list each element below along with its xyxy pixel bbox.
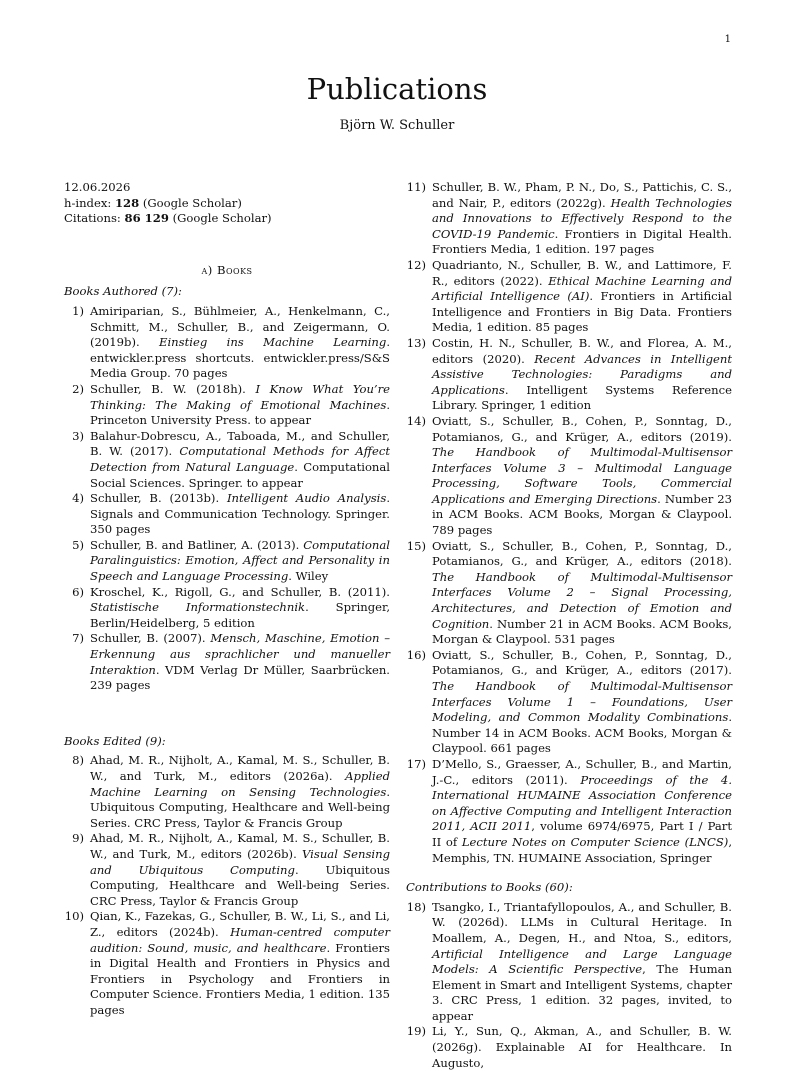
author-name: Björn W. Schuller — [339, 118, 455, 133]
entry-details: . Number 14 in ACM Books. ACM Books, Morgan & Claypool. 661 pages — [432, 710, 732, 756]
entry-details: . Springer, Berlin/Heidelberg, 5 edition — [90, 600, 390, 630]
entry-number: 11) — [406, 180, 426, 194]
entry-number: 1) — [72, 303, 84, 318]
entry-text — [432, 757, 732, 866]
publication-entry — [406, 757, 732, 866]
entry-title: Visual Sensing and Ubiquitous Computing — [90, 846, 390, 877]
entry-authors: Ahad, M. R., Nijholt, A., Kamal, M. S., Schuller, B. W., and Turk, M., editors (2026a). — [90, 753, 390, 783]
entry-authors: D’Mello, S., Graesser, A., Schuller, B., and Martin, J.-C., editors (2011). — [432, 756, 732, 787]
publication-entry — [64, 429, 390, 491]
publication-entry — [64, 304, 390, 382]
entry-details: . Intelligent Systems Reference Library. Springer, 1 edition — [432, 382, 732, 413]
publication-entry — [406, 1024, 732, 1071]
entry-number: 19) — [406, 1024, 426, 1039]
publication-entry — [406, 900, 732, 1025]
entry-title: Human-centred computer audition: Sound, music, and healthcare — [90, 924, 391, 955]
publication-entry — [64, 382, 390, 429]
entry-title: Proceedings of the 4. International HUMAINE Association Conference on Affective Computing and Intelligent Interaction 2011, ACII 2011 — [432, 772, 732, 834]
entry-details: . entwickler.press shortcuts. entwickler.press/S&S Media Group. 70 pages — [90, 335, 390, 381]
subheading-contributions: Contributions to Books (60): — [406, 880, 573, 895]
entry-text — [90, 538, 390, 585]
entry-number: 5) — [72, 537, 84, 552]
entry-authors: Schuller, B. W. (2018h). — [90, 381, 256, 396]
entry-text — [432, 414, 732, 539]
entry-number: 7) — [72, 631, 84, 646]
citations-value: 86 129 — [124, 211, 169, 226]
publication-entry — [64, 491, 390, 538]
entry-number: 8) — [72, 753, 84, 768]
entry-authors: Ahad, M. R., Nijholt, A., Kamal, M. S., Schuller, B. W., and Turk, M., editors (2026b). — [90, 831, 390, 861]
entry-text — [432, 900, 732, 1025]
date-line: 12.06.2026 — [64, 180, 131, 194]
entry-number: 12) — [406, 257, 426, 272]
entry-authors: Oviatt, S., Schuller, B., Cohen, P., Sonntag, D., Potamianos, G., and Krüger, A., editors (2018). — [432, 538, 732, 569]
entry-text — [90, 304, 390, 382]
right-column — [406, 180, 732, 1071]
entry-details: . Ubiquitous Computing, Healthcare and Well-being Series. CRC Press, Taylor & Francis Group — [90, 862, 390, 908]
entry-details: , Memphis, TN. HUMAINE Association, Springer — [432, 834, 732, 865]
publication-entry — [406, 414, 732, 539]
publication-entry — [406, 180, 732, 258]
publication-entry — [64, 831, 390, 909]
hindex-label: h-index: — [64, 195, 115, 210]
entry-title: Recent Advances in Intelligent Assistive Technologies: Paradigms and Applications — [432, 351, 732, 397]
entry-number: 17) — [406, 756, 426, 771]
entry-title: The Handbook of Multimodal-Multisensor Interfaces Volume 2 – Signal Processing, Architectures, and Detection of Emotion and Cognition — [432, 569, 732, 631]
books-authored-list — [64, 304, 390, 694]
entry-series-title: Lecture Notes on Computer Science (LNCS) — [461, 834, 729, 849]
entry-text — [432, 336, 732, 414]
entry-text — [432, 1024, 732, 1071]
entry-details: . Princeton University Press. to appear — [90, 397, 390, 428]
books-edited-list-continued — [406, 180, 732, 866]
entry-authors: Qian, K., Fazekas, G., Schuller, B. W., Li, S., and Li, Z., editors (2024b). — [90, 909, 390, 939]
entry-text — [90, 585, 390, 632]
entry-details: . VDM Verlag Dr Müller, Saarbrücken. 239 pages — [90, 662, 390, 693]
entry-title: Computational Methods for Affect Detection from Natural Language — [90, 444, 390, 474]
entry-text — [432, 258, 732, 336]
left-column — [64, 180, 390, 1019]
entry-number: 14) — [406, 413, 426, 428]
entry-title: Applied Machine Learning on Sensing Technologies — [90, 769, 390, 799]
meta-block — [64, 180, 390, 227]
entry-number: 16) — [406, 647, 426, 662]
entry-title: I Know What You’re Thinking: The Making of Emotional Machines — [90, 381, 390, 412]
entry-authors: Balahur-Dobrescu, A., Taboada, M., and Schuller, B. W. (2017). — [90, 428, 390, 459]
entry-details: . Frontiers in Artificial Intelligence and Frontiers in Big Data. Frontiers Media, 1 edition. 85 pages — [432, 289, 733, 335]
hindex-source: (Google Scholar) — [139, 195, 242, 210]
contributions-list — [406, 900, 732, 1071]
entry-text — [90, 382, 390, 429]
entry-number: 10) — [64, 909, 84, 924]
entry-number: 18) — [406, 899, 426, 914]
entry-number: 3) — [72, 428, 84, 443]
citations-line — [64, 211, 390, 227]
hindex-value: 128 — [114, 195, 140, 210]
entry-title: Statistische Informationstechnik — [90, 600, 306, 615]
entry-title: Ethical Machine Learning and Artificial Intelligence (AI) — [432, 273, 733, 304]
entry-authors: Oviatt, S., Schuller, B., Cohen, P., Sonntag, D., Potamianos, G., and Krüger, A., editors (2019). — [432, 413, 732, 444]
entry-title: The Handbook of Multimodal-Multisensor Interfaces Volume 3 – Multimodal Language Processing, Software Tools, Commercial Applications and Emerging Directions — [432, 445, 732, 506]
entry-details: . Frontiers in Digital Health and Frontiers in Physics and Frontiers in Psychology and Frontiers in Computer Science. Frontiers Media, 1 edition. 135 pages — [90, 940, 390, 1017]
entry-details: . Number 21 in ACM Books. ACM Books, Morgan & Claypool. 531 pages — [432, 616, 732, 647]
citations-label: Citations: — [64, 211, 125, 226]
publication-entry — [64, 631, 390, 693]
publication-entry — [406, 539, 732, 648]
entry-title: The Handbook of Multimodal-Multisensor Interfaces Volume 1 – Foundations, User Modeling, and Common Modality Combinations — [432, 679, 732, 725]
publication-entry — [64, 538, 390, 585]
hindex-line — [64, 196, 390, 212]
entry-text — [432, 180, 732, 258]
entry-title: Intelligent Audio Analysis — [226, 491, 387, 506]
entry-details: . Number 23 in ACM Books. ACM Books, Morgan & Claypool. 789 pages — [432, 491, 732, 538]
entry-text — [432, 648, 732, 757]
entry-details: . Computational Social Sciences. Springer. to appear — [90, 459, 391, 490]
section-heading-books: a) Books — [201, 262, 253, 277]
publication-entry — [64, 909, 390, 1018]
publication-entry — [406, 258, 732, 336]
entry-text — [90, 631, 390, 693]
publication-entry — [64, 585, 390, 632]
entry-number: 13) — [406, 335, 426, 350]
entry-title: Mensch, Maschine, Emotion – Erkennung aus sprachlicher und manueller Interaktion — [90, 631, 390, 677]
entry-title: Einstieg ins Machine Learning — [159, 335, 387, 350]
publication-entry — [406, 336, 732, 414]
entry-authors: Oviatt, S., Schuller, B., Cohen, P., Sonntag, D., Potamianos, G., and Krüger, A., editors (2017). — [432, 647, 732, 678]
entry-details: , volume 6974/6975, Part I / Part II of — [432, 819, 732, 849]
entry-authors: Tsangko, I., Triantafyllopoulos, A., and Schuller, B. W. (2026d). LLMs in Cultural Heritage. In Moallem, A., Degen, H., and Ntoa, S., editors, — [432, 899, 732, 945]
entry-authors: Schuller, B. and Batliner, A. (2013). — [90, 537, 304, 552]
entry-title: Computational Paralinguistics: Emotion, Affect and Personality in Speech and Language Processing — [90, 537, 390, 584]
entry-details: . Ubiquitous Computing, Healthcare and Well-being Series. CRC Press, Taylor & Francis Group — [90, 784, 390, 830]
entry-text — [90, 909, 390, 1018]
publication-entry — [406, 648, 732, 757]
entry-text — [90, 831, 390, 909]
books-edited-list — [64, 753, 390, 1018]
entry-title: Health Technologies and Innovations to Effectively Respond to the COVID-19 Pandemic — [432, 195, 732, 241]
entry-authors: Quadrianto, N., Schuller, B. W., and Lattimore, F. R., editors (2022). — [432, 257, 732, 288]
entry-authors: Schuller, B. W., Pham, P. N., Do, S., Pattichis, C. S., and Nair, P., editors (2022g). — [432, 180, 732, 210]
entry-authors: Amiriparian, S., Bühlmeier, A., Henkelmann, C., Schmitt, M., Schuller, B., and Zeigermann, O. (2019b). — [90, 303, 390, 350]
subheading-books-edited: Books Edited (9): — [64, 733, 166, 748]
entry-number: 6) — [72, 584, 84, 599]
entry-authors: Costin, H. N., Schuller, B. W., and Florea, A. M., editors (2020). — [432, 335, 732, 366]
entry-number: 4) — [72, 491, 84, 506]
entry-number: 15) — [406, 538, 426, 553]
entry-number: 9) — [72, 831, 84, 846]
page-title: Publications — [306, 72, 488, 106]
entry-authors: Li, Y., Sun, Q., Akman, A., and Schuller, B. W. (2026g). Explainable AI for Healthcare. In Augusto, — [432, 1024, 732, 1070]
entry-details: . Frontiers in Digital Health. Frontiers Media, 1 edition. 197 pages — [432, 226, 732, 257]
publication-entry — [64, 753, 390, 831]
entry-authors: Kroschel, K., Rigoll, G., and Schuller, B. (2011). — [90, 584, 390, 599]
entry-text — [90, 491, 390, 538]
entry-details: , The Human Element in Smart and Intelligent Systems, chapter 3. CRC Press, 1 edition. 32 pages, invited, to appear — [432, 962, 732, 1023]
entry-details: . Wiley — [288, 569, 329, 584]
page-number: 1 — [724, 34, 731, 45]
entry-text — [90, 753, 390, 831]
entry-text — [432, 539, 732, 648]
entry-text — [90, 429, 390, 491]
entry-number: 2) — [72, 381, 84, 396]
entry-title: Artificial Intelligence and Large Language Models: A Scientific Perspective — [432, 946, 732, 977]
entry-details: . Signals and Communication Technology. Springer. 350 pages — [90, 491, 390, 537]
entry-authors: Schuller, B. (2007). — [90, 631, 211, 646]
citations-source: (Google Scholar) — [168, 211, 272, 226]
subheading-books-authored: Books Authored (7): — [64, 284, 182, 299]
entry-authors: Schuller, B. (2013b). — [90, 491, 227, 506]
